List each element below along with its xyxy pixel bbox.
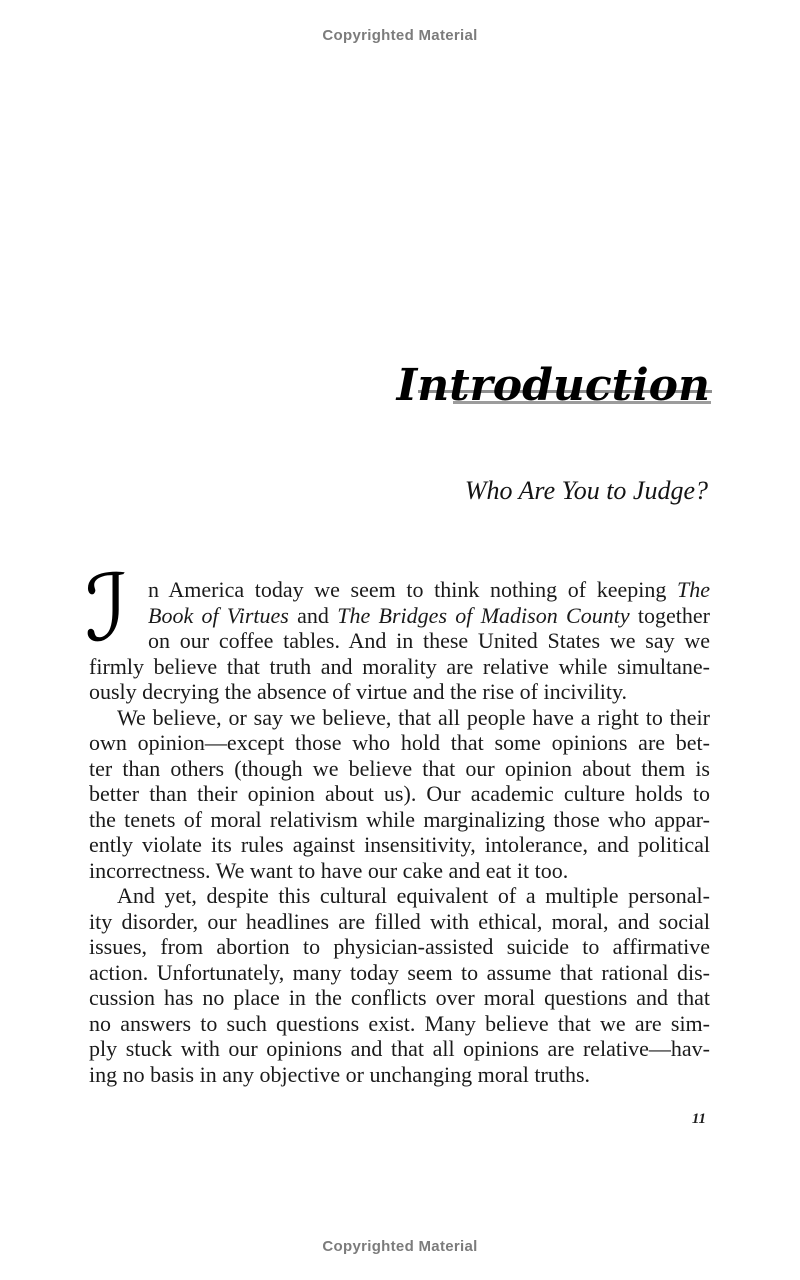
body-text-line: action. Unfortunately, many today seem to assume that rational dis- [89,959,710,985]
body-text-line: We believe, or say we believe, that all people have a right to their [117,704,710,730]
body-text-line: firmly believe that truth and morality are relative while simultane- [89,653,710,679]
drop-cap-letter: ℐ [85,555,129,662]
body-text-line: ply stuck with our opinions and that all opinions are relative—hav- [89,1036,710,1061]
body-text-line: no answers to such questions exist. Many believe that we are sim- [89,1010,710,1036]
body-text-line: issues, from abortion to physician-assisted suicide to affirmative [89,934,710,959]
body-text-line: better than their opinion about us). Our academic culture holds to [89,781,710,806]
body-text-line: ently violate its rules against insensitivity, intolerance, and political [89,832,710,857]
chapter-subtitle: Who Are You to Judge? [464,476,708,505]
page-number: 11 [691,1111,706,1127]
body-text-line: cussion has no place in the conflicts over moral questions and that [89,985,710,1010]
body-text-line: incorrectness. We want to have our cake and eat it too. [89,857,569,883]
chapter-title: Introduction [396,360,710,411]
body-text-line: Book of Virtues and The Bridges of Madison County together [148,602,711,628]
body-text-line: ter than others (though we believe that our opinion about them is [89,755,710,781]
paragraphs [89,577,710,1087]
body-text-line: the tenets of moral relativism while marginalizing those who appar- [89,806,710,832]
copyright-notice-bottom: Copyrighted Material [322,1238,478,1255]
body-text-line: own opinion—except those who hold that some opinions are bet- [89,730,710,755]
body-text-line: n America today we seem to think nothing of keeping The [148,577,710,602]
body-text-line: ously decrying the absence of virtue and the rise of incivility. [89,679,628,704]
body-text-line: ing no basis in any objective or unchanging moral truths. [89,1061,591,1087]
body-text-line: on our coffee tables. And in these United States we say we [148,628,710,653]
body-text-line: And yet, despite this cultural equivalent of a multiple personal- [117,883,710,908]
copyright-notice-top: Copyrighted Material [322,27,478,44]
body-text [85,555,711,1087]
body-text-line: ity disorder, our headlines are filled with ethical, moral, and social [89,908,710,934]
